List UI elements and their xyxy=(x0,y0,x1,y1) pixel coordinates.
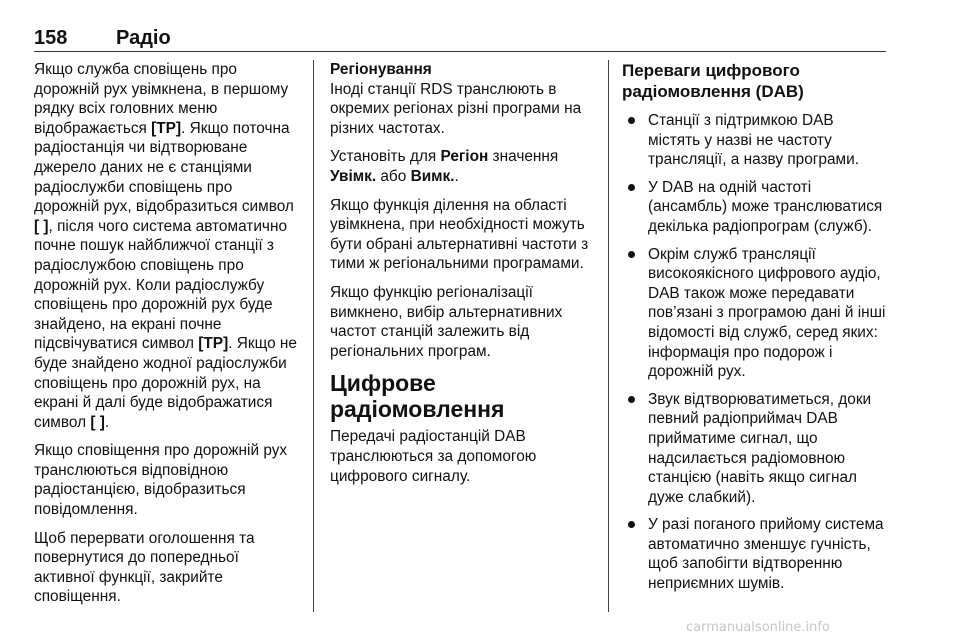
bullet-icon xyxy=(628,184,635,191)
paragraph-tp-dismiss: Щоб перервати оголошення та повернутися до попередньої активної функції, закрийте сповіщення. xyxy=(34,529,255,606)
text: . xyxy=(454,167,459,185)
text: . xyxy=(104,413,110,431)
paragraph-regional-off: Якщо функцію регіоналізації вимкнено, вибір альтернативних частот станцій залежить від регіональних програм. xyxy=(330,283,563,360)
bullet-icon xyxy=(628,521,635,528)
paragraph-regional-setting xyxy=(330,147,594,186)
text: . Якщо не буде знайдено жодної радіослужби сповіщень про дорожній рух, на екрані й далі буде відображатися символ xyxy=(34,335,297,431)
text: або xyxy=(376,167,411,185)
column-divider-1 xyxy=(313,60,314,612)
list-item xyxy=(622,245,886,382)
page-header xyxy=(34,24,886,50)
column-divider-2 xyxy=(608,60,609,612)
list-item xyxy=(622,390,886,508)
list-item xyxy=(622,515,886,593)
column-right xyxy=(622,60,886,602)
list-item-text: У DAB на одній частоті (ансамбль) може транслюватися декілька радіопрограм (служб). xyxy=(648,178,883,235)
tp-symbol: [TP] xyxy=(151,119,182,137)
paragraph-regional-1: Іноді станції RDS транслюють в окремих регіонах різні програми на різних частотах. xyxy=(330,80,582,137)
heading-digital-radio: Цифрове радіомовлення xyxy=(330,370,505,423)
paragraph-regional-on: Якщо функція ділення на області увімкнена, при необхідності можуть бути обрані альтернативні частоти з тими ж регіональними програмами. xyxy=(330,196,589,273)
setting-on: Увімк. xyxy=(330,167,377,185)
tp-symbol: [TP] xyxy=(198,335,229,353)
list-item-text: Окрім служб трансляції високоякісного цифрового аудіо, DAB також може передавати пов’язані з програмою дані й інші відомості від служб, серед яких: інформація про подорож і дорожній рух. xyxy=(648,245,886,381)
watermark: carmanualsonline.info xyxy=(686,620,830,635)
header-rule xyxy=(34,51,886,52)
bullet-icon xyxy=(628,251,635,258)
empty-symbol: [ ] xyxy=(34,217,49,235)
paragraph-tp-intro xyxy=(34,60,298,432)
list-item-text: У разі поганого прийому система автоматично зменшує гучність, щоб запобігти відтворенню неприємних шумів. xyxy=(648,516,884,593)
list-item-text: Станції з підтримкою DAB містять у назві не частоту трансляції, а назву програми. xyxy=(648,112,859,169)
column-middle xyxy=(330,60,594,495)
list-item-text: Звук відтворюватиметься, доки певний радіоприймач DAB прийматиме сигнал, що надсилається радіомовною станцією (навіть якщо сигнал дуже слабкий). xyxy=(648,390,872,506)
column-left xyxy=(34,60,298,616)
bullet-icon xyxy=(628,117,635,124)
setting-off: Вимк. xyxy=(410,167,455,185)
text: Установіть для xyxy=(330,148,441,166)
heading-regional: Регіонування xyxy=(330,61,432,78)
setting-region: Регіон xyxy=(440,148,489,166)
page-title: Радіо xyxy=(116,27,171,49)
paragraph-digital-radio: Передачі радіостанцій DAB транслюються за допомогою цифрового сигналу. xyxy=(330,428,537,485)
text: , після чого система автоматично почне пошук найближчої станції з радіослужбою сповіщень про дорожній рух. Коли радіослужбу сповіщень про дорожній рух буде знайдено, на екрані почне підсвічуватися символ xyxy=(34,217,288,353)
text: . Якщо поточна радіостанція чи відтворюване джерело даних не є станціями радіослужби сповіщень про дорожній рух, відобразиться символ xyxy=(34,119,294,216)
empty-symbol: [ ] xyxy=(90,413,105,431)
page-number: 158 xyxy=(34,27,68,49)
bullet-icon xyxy=(628,396,635,403)
dab-benefits-list xyxy=(622,111,886,594)
text: значення xyxy=(488,148,559,166)
heading-dab-benefits: Переваги цифрового радіомовлення (DAB) xyxy=(622,61,804,101)
list-item xyxy=(622,111,886,170)
text: Якщо служба сповіщень про дорожній рух увімкнена, в першому рядку всіх головних меню відображається xyxy=(34,61,289,137)
list-item xyxy=(622,178,886,237)
paragraph-tp-broadcast: Якщо сповіщення про дорожній рух транслюються відповідною радіостанцією, відобразиться повідомлення. xyxy=(34,442,288,519)
